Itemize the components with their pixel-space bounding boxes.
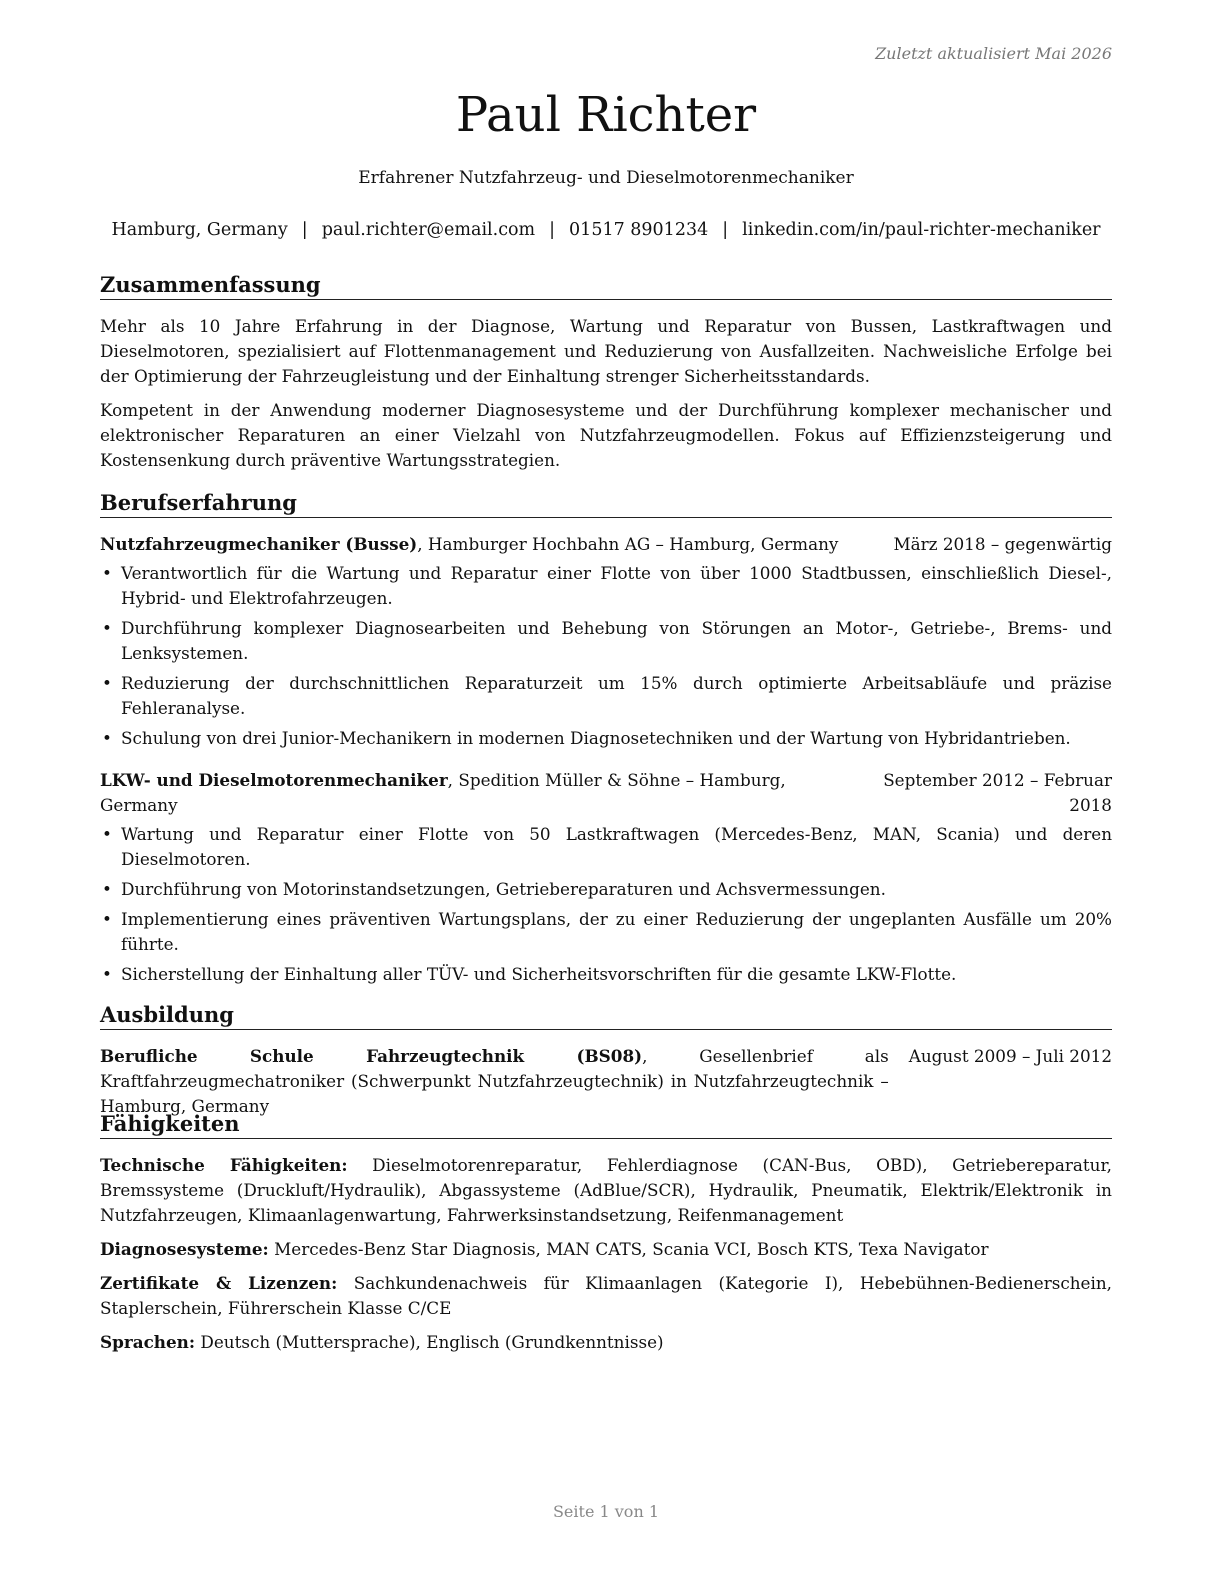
job-entry	[100, 532, 1112, 751]
education-dates: August 2009 – Juli 2012	[908, 1046, 1112, 1066]
contact-line	[100, 220, 1112, 240]
list-item: • Wartung und Reparatur einer Flotte von 50 Lastkraftwagen (Mercedes-Benz, MAN, Scania) und deren Dieselmotoren.	[100, 822, 1112, 872]
education-detail: , Gesellenbrief als Kraftfahrzeugmechatroniker (Schwerpunkt Nutzfahrzeugtechnik) in Nutzfahrzeugtechnik – Hamburg, Germany	[100, 1046, 889, 1116]
job-header	[100, 532, 1112, 557]
skill-label: Diagnosesysteme:	[100, 1239, 269, 1259]
job-company: , Hamburger Hochbahn AG – Hamburg, Germany	[417, 534, 839, 554]
job-company: , Spedition Müller & Söhne – Hamburg, Germany	[100, 770, 786, 815]
education-entry	[100, 1044, 1112, 1119]
skill-label: Technische Fähigkeiten:	[100, 1155, 348, 1175]
job-entry	[100, 768, 1112, 987]
job-dates: September 2012 – Februar 2018	[883, 770, 1112, 815]
skills-section	[100, 1111, 1112, 1364]
list-item: • Sicherstellung der Einhaltung aller TÜV- und Sicherheitsvorschriften für die gesamte LKW-Flotte.	[100, 962, 1112, 987]
contact-linkedin[interactable]: linkedin.com/in/paul-richter-mechaniker	[742, 220, 1101, 240]
list-item: • Verantwortlich für die Wartung und Reparatur einer Flotte von über 1000 Stadtbussen, einschließlich Diesel-, Hybrid- und Elektrofahrzeugen.	[100, 561, 1112, 611]
section-heading-summary: Zusammenfassung	[100, 272, 1112, 300]
list-item: • Durchführung komplexer Diagnosearbeiten und Behebung von Störungen an Motor-, Getriebe-, Brems- und Lenksystemen.	[100, 616, 1112, 666]
job-bullets	[100, 561, 1112, 751]
contact-email[interactable]: paul.richter@email.com	[321, 220, 536, 240]
section-heading-education: Ausbildung	[100, 1002, 1112, 1030]
last-updated: Zuletzt aktualisiert Mai 2026	[875, 44, 1112, 63]
skill-text: Mercedes-Benz Star Diagnosis, MAN CATS, Scania VCI, Bosch KTS, Texa Navigator	[268, 1239, 989, 1259]
contact-separator: |	[722, 220, 729, 240]
skill-label: Zertifikate & Lizenzen:	[100, 1273, 338, 1293]
experience-section	[100, 490, 1112, 992]
skill-text: Sachkundenachweis für Klimaanlagen (Kategorie I), Hebebühnen-Bedienerschein, Staplerschein, Führerschein Klasse C/CE	[100, 1273, 1112, 1318]
job-header	[100, 768, 1112, 818]
summary-paragraph: Mehr als 10 Jahre Erfahrung in der Diagnose, Wartung und Reparatur von Bussen, Lastkraftwagen und Dieselmotoren, spezialisiert auf Flottenmanagement und Reduzierung von Ausfallzeiten. Nachweisliche Erfolge bei der Optimierung der Fahrzeugleistung und der Einhaltung strenger Sicherheitsstandards.	[100, 316, 1112, 386]
job-dates: März 2018 – gegenwärtig	[893, 534, 1112, 554]
summary-section	[100, 272, 1112, 473]
skill-row	[100, 1153, 1112, 1228]
contact-location: Hamburg, Germany	[111, 220, 288, 240]
section-heading-skills: Fähigkeiten	[100, 1111, 1112, 1139]
contact-separator: |	[301, 220, 308, 240]
section-heading-experience: Berufserfahrung	[100, 490, 1112, 518]
candidate-name: Paul Richter	[455, 87, 757, 143]
education-school: Berufliche Schule Fahrzeugtechnik (BS08)	[100, 1046, 643, 1066]
skill-row	[100, 1237, 1112, 1262]
resume-page	[100, 0, 1112, 1584]
job-role: Nutzfahrzeugmechaniker (Busse)	[100, 534, 418, 554]
skill-label: Sprachen:	[100, 1332, 196, 1352]
list-item: • Reduzierung der durchschnittlichen Reparaturzeit um 15% durch optimierte Arbeitsabläufe und präzise Fehleranalyse.	[100, 671, 1112, 721]
skill-row	[100, 1330, 1112, 1355]
skill-row	[100, 1271, 1112, 1321]
skill-text: Deutsch (Muttersprache), Englisch (Grundkenntnisse)	[195, 1332, 664, 1352]
job-bullets	[100, 822, 1112, 987]
contact-phone: 01517 8901234	[569, 220, 709, 240]
skill-text: Dieselmotorenreparatur, Fehlerdiagnose (CAN-Bus, OBD), Getriebereparatur, Bremssysteme (Druckluft/Hydraulik), Abgassysteme (AdBlue/SCR), Hydraulik, Pneumatik, Elektrik/Elektronik in Nutzfahrzeugen, Klimaanlagenwartung, Fahrwerksinstandsetzung, Reifenmanagement	[100, 1155, 1112, 1225]
education-section	[100, 1002, 1112, 1119]
candidate-subtitle: Erfahrener Nutzfahrzeug- und Dieselmotorenmechaniker	[358, 168, 854, 188]
contact-separator: |	[549, 220, 556, 240]
job-role: LKW- und Dieselmotorenmechaniker	[100, 770, 448, 790]
page-number: Seite 1 von 1	[552, 1502, 660, 1521]
list-item: • Implementierung eines präventiven Wartungsplans, der zu einer Reduzierung der ungeplanten Ausfälle um 20% führte.	[100, 907, 1112, 957]
summary-paragraph: Kompetent in der Anwendung moderner Diagnosesysteme und der Durchführung komplexer mechanischer und elektronischer Reparaturen an einer Vielzahl von Nutzfahrzeugmodellen. Fokus auf Effizienzsteigerung und Kostensenkung durch präventive Wartungsstrategien.	[100, 400, 1112, 470]
list-item: • Durchführung von Motorinstandsetzungen, Getriebereparaturen und Achsvermessungen.	[100, 877, 1112, 902]
list-item: • Schulung von drei Junior-Mechanikern in modernen Diagnosetechniken und der Wartung von Hybridantrieben.	[100, 726, 1112, 751]
